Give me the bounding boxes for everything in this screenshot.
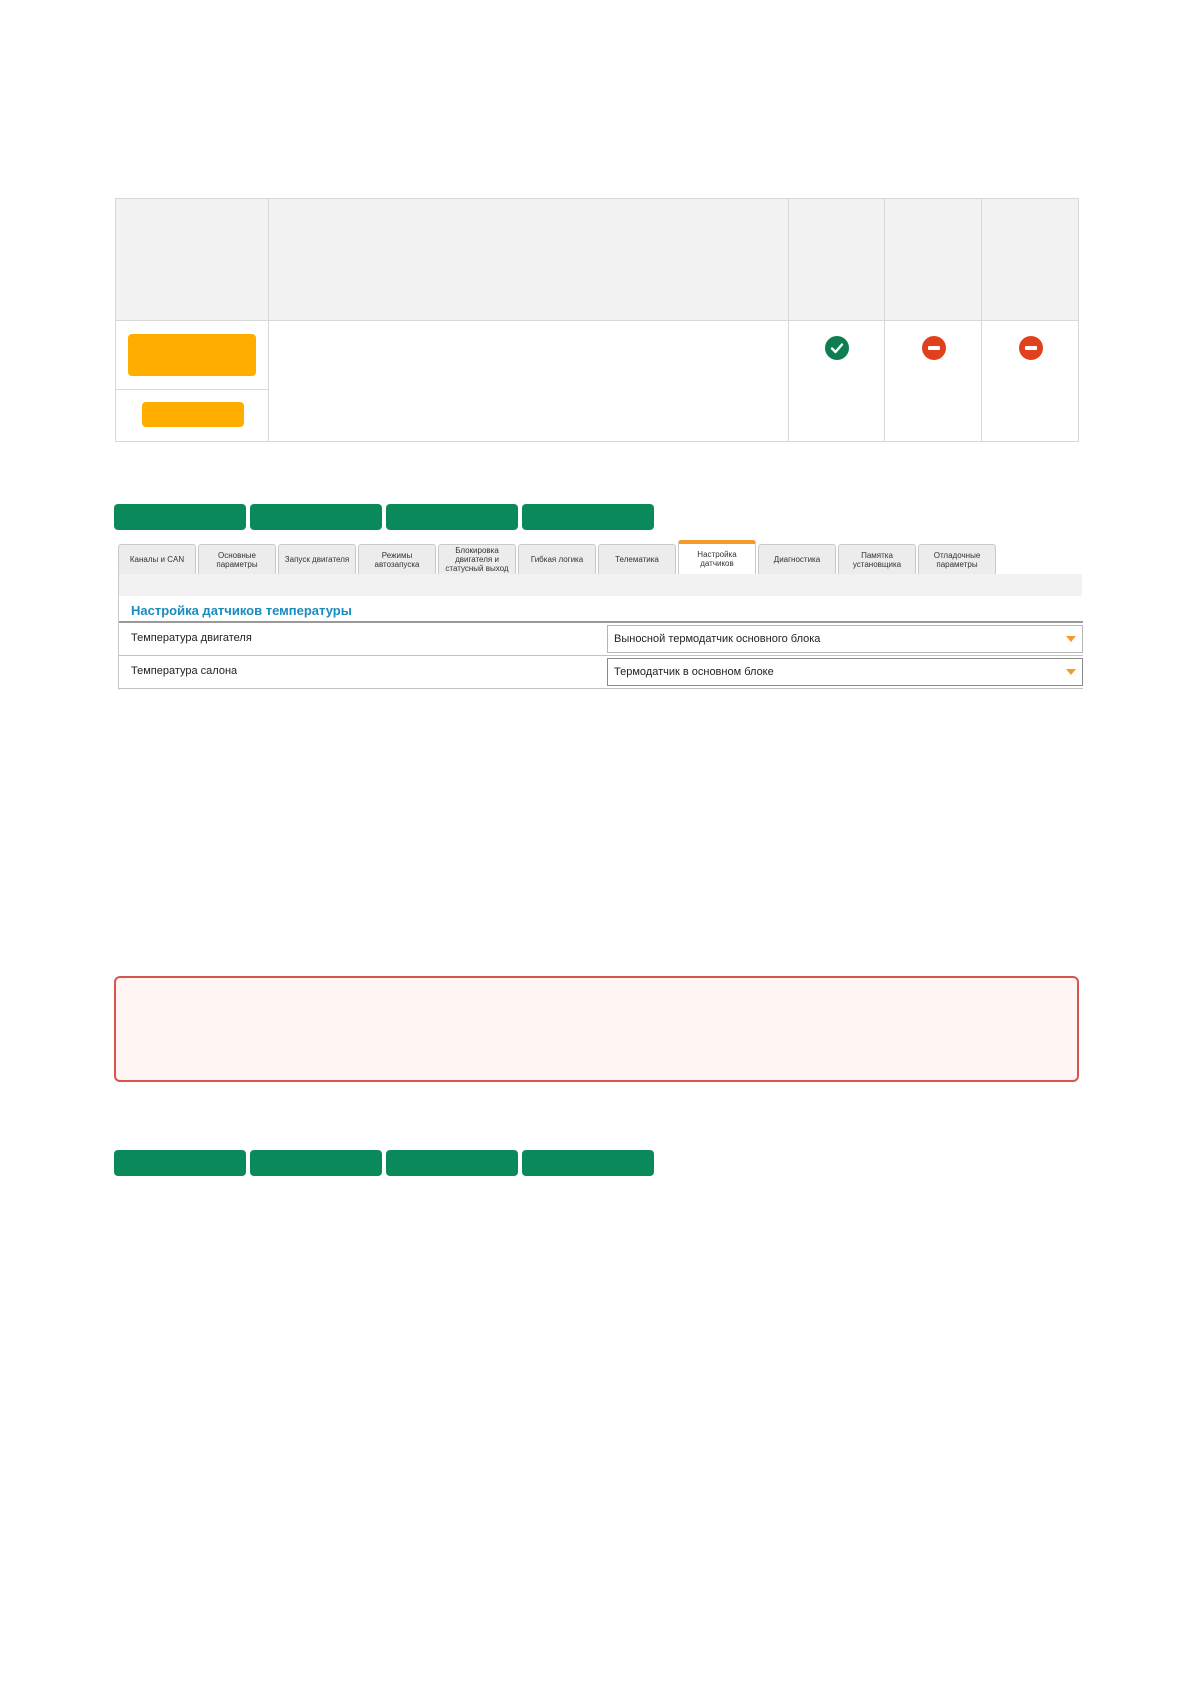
compat-pill xyxy=(250,1150,382,1176)
engine-temp-value: Выносной термодатчик основного блока xyxy=(614,633,821,645)
tab-debug-params[interactable]: Отладочные параметры xyxy=(918,544,996,574)
tab-diagnostics[interactable]: Диагностика xyxy=(758,544,836,574)
tab-engine-start[interactable]: Запуск двигателя xyxy=(278,544,356,574)
feature-support-table xyxy=(115,198,1079,442)
tab-main-params[interactable]: Основные параметры xyxy=(198,544,276,574)
column-divider xyxy=(268,199,269,441)
no-entry-icon xyxy=(1019,336,1043,360)
tab-engine-lock[interactable]: Блокировка двигателя и статусный выход xyxy=(438,544,516,574)
compat-pill xyxy=(386,1150,518,1176)
tab-strip xyxy=(118,540,998,574)
tab-telematics[interactable]: Телематика xyxy=(598,544,676,574)
section-title: Настройка датчиков температуры xyxy=(131,603,352,618)
chevron-down-icon[interactable] xyxy=(1066,669,1076,675)
cabin-temp-select[interactable] xyxy=(607,658,1083,686)
device-compat-bar xyxy=(114,504,654,530)
no-entry-icon xyxy=(922,336,946,360)
warning-callout xyxy=(114,976,1079,1082)
settings-window xyxy=(118,540,1082,690)
feature-badge-secondary xyxy=(142,402,244,427)
check-circle-icon xyxy=(825,336,849,360)
column-divider xyxy=(884,199,885,441)
compat-pill xyxy=(522,1150,654,1176)
feature-badge-primary xyxy=(128,334,256,376)
column-divider xyxy=(788,199,789,441)
tab-sensor-settings[interactable]: Настройка датчиков xyxy=(678,540,756,574)
toolbar-strip xyxy=(119,574,1082,596)
tab-flex-logic[interactable]: Гибкая логика xyxy=(518,544,596,574)
table-header xyxy=(116,199,1078,321)
compat-pill xyxy=(250,504,382,530)
device-compat-bar xyxy=(114,1150,654,1176)
cabin-temp-label: Температура салона xyxy=(131,665,238,677)
row-divider xyxy=(116,389,269,390)
engine-temp-label: Температура двигателя xyxy=(131,632,252,644)
cabin-temp-value: Термодатчик в основном блоке xyxy=(614,666,774,678)
chevron-down-icon[interactable] xyxy=(1066,636,1076,642)
tab-installer-memo[interactable]: Памятка установщика xyxy=(838,544,916,574)
engine-temp-select[interactable] xyxy=(607,625,1083,653)
compat-pill xyxy=(386,504,518,530)
compat-pill xyxy=(114,1150,246,1176)
section-divider xyxy=(119,621,1083,623)
column-divider xyxy=(981,199,982,441)
compat-pill xyxy=(522,504,654,530)
tab-autostart-modes[interactable]: Режимы автозапуска xyxy=(358,544,436,574)
compat-pill xyxy=(114,504,246,530)
row-divider xyxy=(119,655,1083,656)
tab-content xyxy=(118,574,1082,690)
tab-channels-can[interactable]: Каналы и CAN xyxy=(118,544,196,574)
row-divider xyxy=(119,688,1083,689)
